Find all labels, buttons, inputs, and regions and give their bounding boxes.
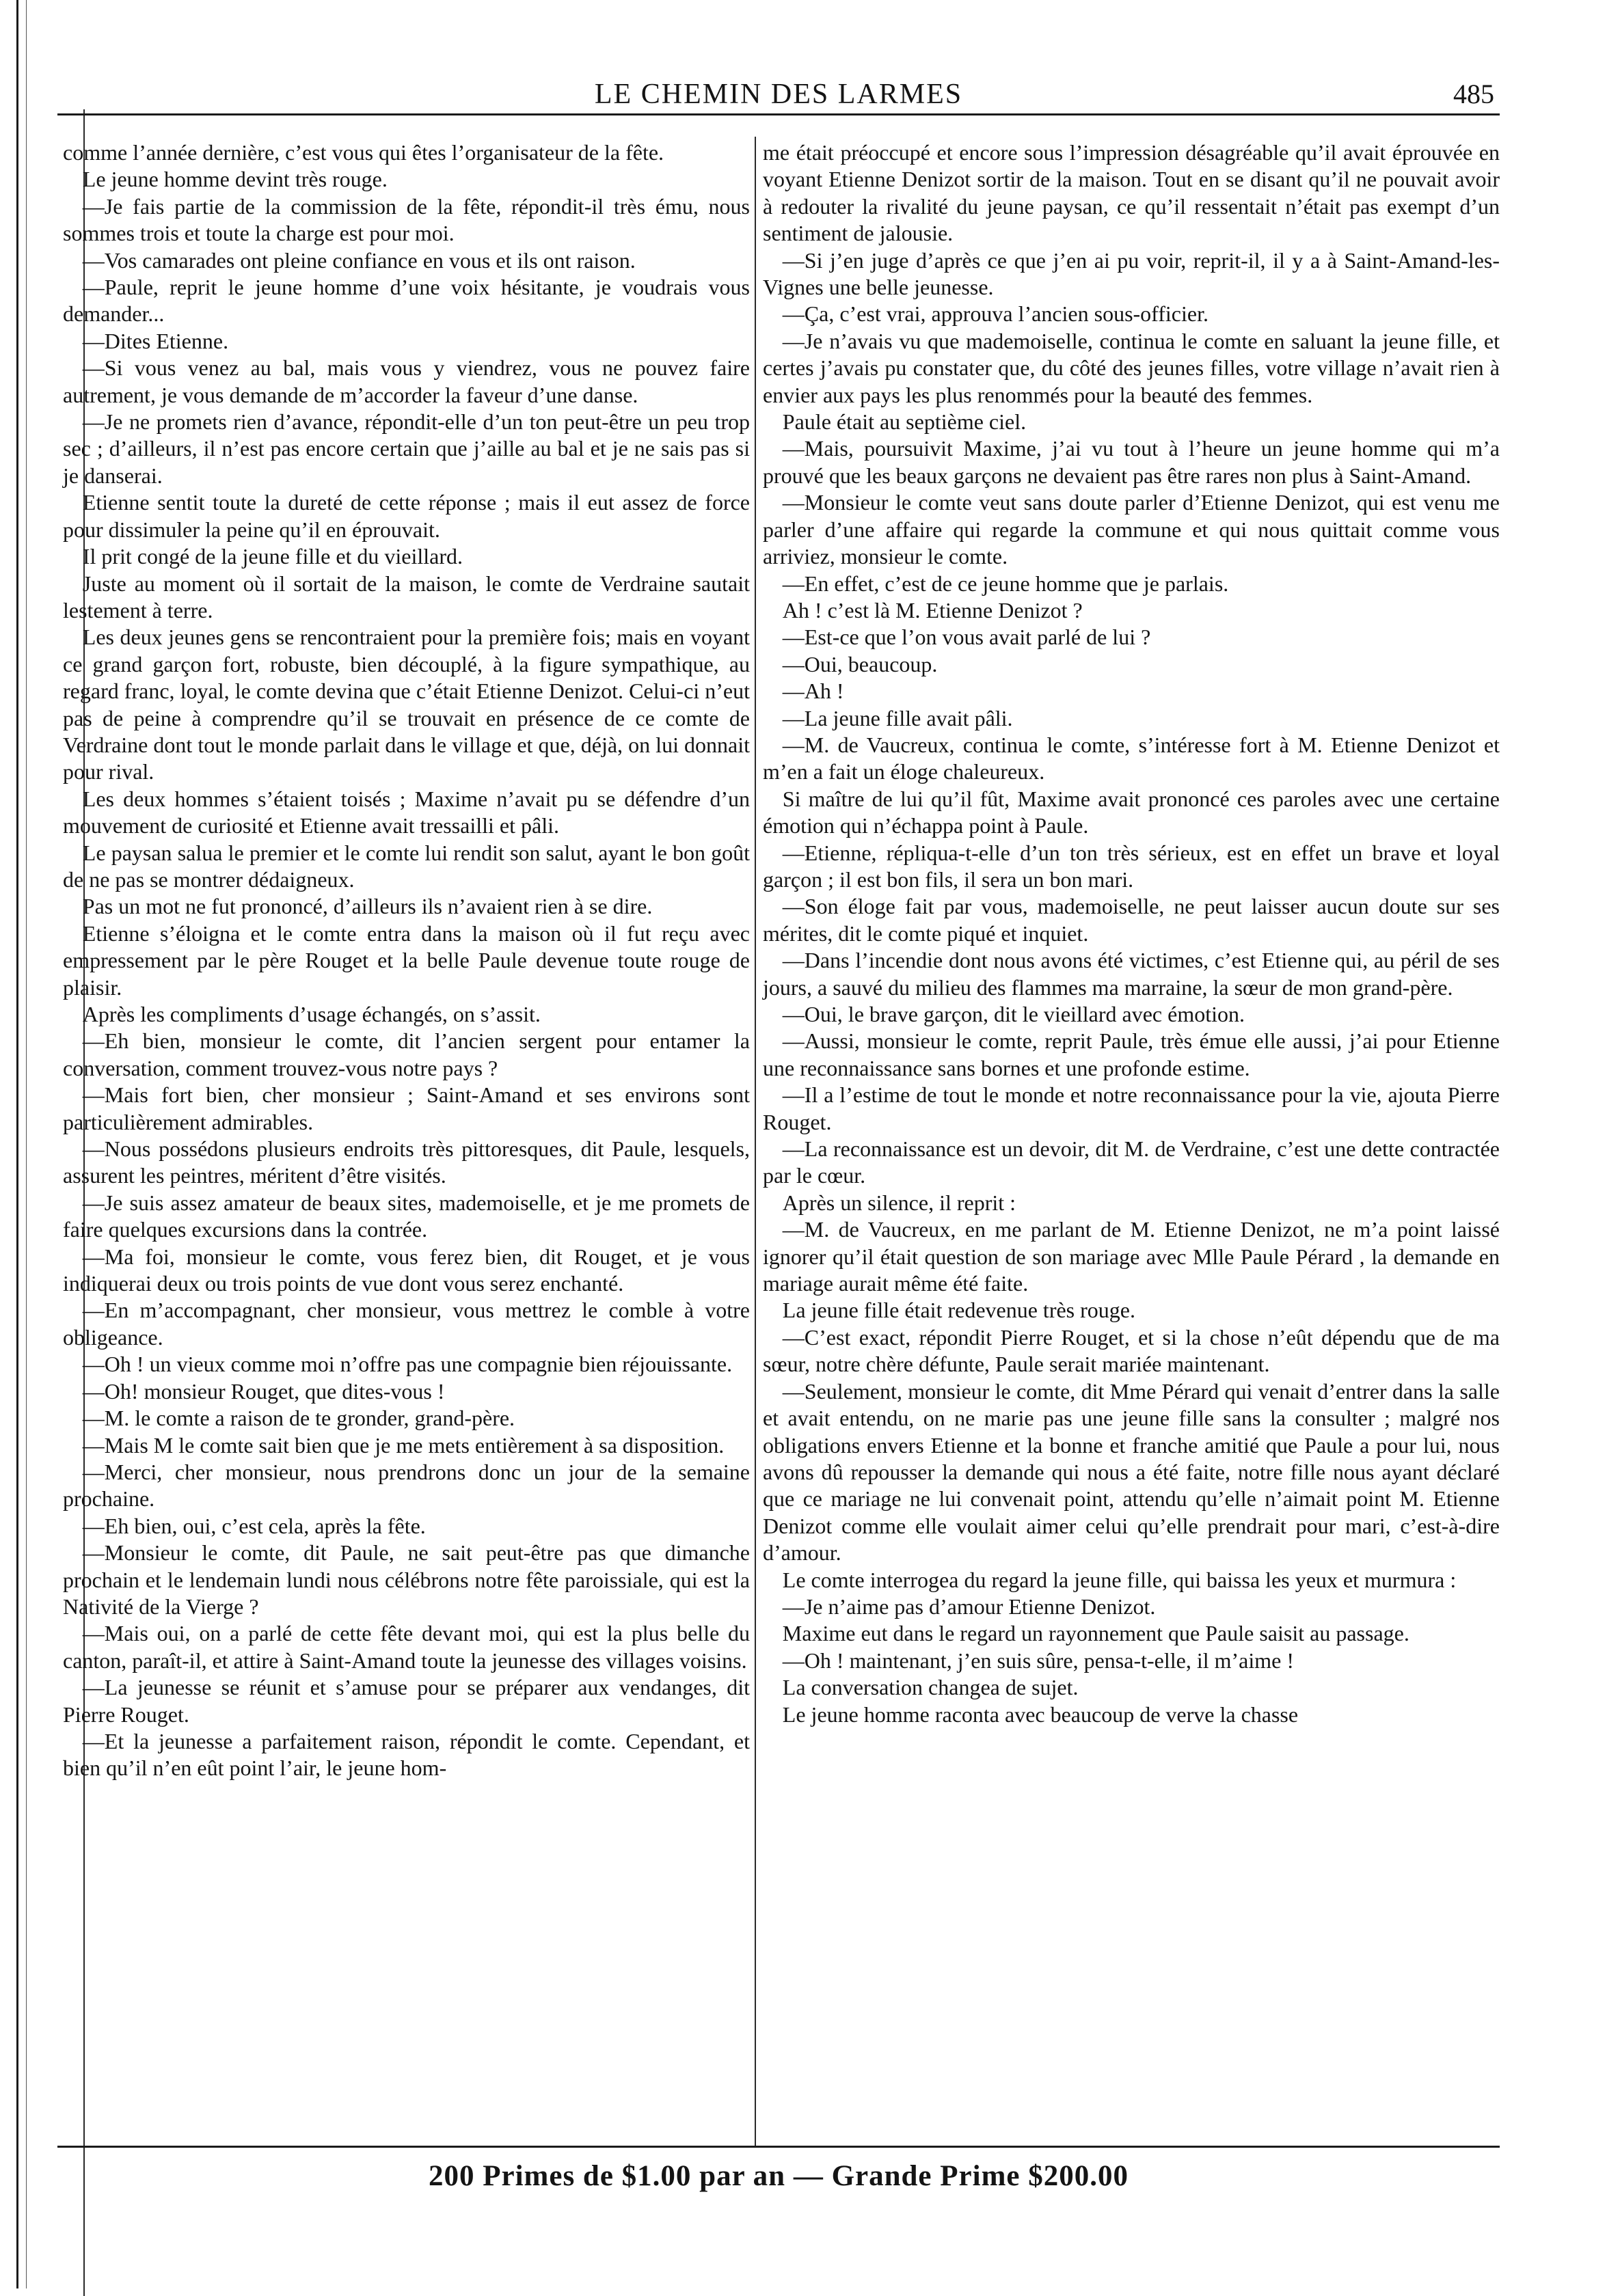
paragraph: Si maître de lui qu’il fût, Maxime avait prononcé ces paroles avec une certaine émotion qui n’échappa point à Paule. <box>763 786 1500 838</box>
paragraph: Il prit congé de la jeune fille et du vieillard. <box>82 544 463 569</box>
paragraph: —Est-ce que l’on vous avait parlé de lui ? <box>782 625 1151 650</box>
paragraph: —Ça, c’est vrai, approuva l’ancien sous-officier. <box>782 301 1209 327</box>
margin-rule-thin <box>26 0 27 2288</box>
paragraph: Paule était au septième ciel. <box>782 409 1027 435</box>
paragraph: Ah ! c’est là M. Etienne Denizot ? <box>782 597 1083 623</box>
paragraph: —En effet, c’est de ce jeune homme que je parlais. <box>782 571 1229 596</box>
paragraph: Après les compliments d’usage échangés, on s’assit. <box>82 1002 541 1026</box>
paragraph: Après un silence, il reprit : <box>782 1190 1016 1215</box>
paragraph: Le jeune homme raconta avec beaucoup de verve la chasse <box>782 1702 1299 1727</box>
paragraph: —Je suis assez amateur de beaux sites, mademoiselle, et je me promets de faire quelques excursions dans la contrée. <box>63 1190 750 1242</box>
paragraph: —Monsieur le comte veut sans doute parler d’Etienne Denizot, qui est venu me parler d’une affaire qui regarde la commune et qui nous quittait comme vous arriviez, monsieur le comte. <box>763 490 1500 569</box>
paragraph: La conversation changea de sujet. <box>782 1675 1079 1700</box>
paragraph: —M. de Vaucreux, continua le comte, s’intéresse fort à M. Etienne Denizot et m’en a fait un éloge chaleureux. <box>763 732 1500 784</box>
running-title: LE CHEMIN DES LARMES <box>594 79 963 110</box>
page-number: 485 <box>1453 79 1494 109</box>
paragraph: Juste au moment où il sortait de la maison, le comte de Verdraine sautait lestement à terre. <box>63 571 750 623</box>
footer-banner: 200 Primes de $1.00 par an — Grande Prime $200.00 <box>429 2160 1129 2192</box>
paragraph: —Oh ! maintenant, j’en suis sûre, pensa-t-elle, il m’aime ! <box>782 1648 1295 1673</box>
right-column <box>763 139 1500 1728</box>
paragraph: me était préoccupé et encore sous l’impression désagréable qu’il avait éprouvée en voyant Etienne Denizot sortir de la maison. Tout en se disant qu’il ne pouvait avoir à redouter la rivalité du jeune paysan, ce qu’il ressentait n’était pas exempt d’un sentiment de jalousie. <box>763 140 1500 246</box>
paragraph: —Merci, cher monsieur, nous prendrons donc un jour de la semaine prochaine. <box>63 1459 750 1512</box>
paragraph: —Mais oui, on a parlé de cette fête devant moi, qui est la plus belle du canton, paraît-il, et attire à Saint-Amand toute la jeunesse des villages voisins. <box>63 1621 750 1673</box>
paragraph: —Dites Etienne. <box>82 328 229 353</box>
paragraph: Les deux hommes s’étaient toisés ; Maxime n’avait pu se défendre d’un mouvement de curiosité et Etienne avait tressailli et pâli. <box>63 786 750 838</box>
margin-rule <box>16 0 18 2288</box>
paragraph: —La jeunesse se réunit et s’amuse pour se préparer aux vendanges, dit Pierre Rouget. <box>63 1675 750 1727</box>
left-column <box>63 139 750 1782</box>
paragraph: Etienne s’éloigna et le comte entra dans la maison où il fut reçu avec empressement par le père Rouget et la belle Paule devenue toute rouge de plaisir. <box>63 920 750 1000</box>
paragraph: —Je fais partie de la commission de la fête, répondit-il très ému, nous sommes trois et toute la charge est pour moi. <box>63 193 750 246</box>
paragraph: —Eh bien, oui, c’est cela, après la fête. <box>82 1513 426 1538</box>
paragraph: La jeune fille était redevenue très rouge. <box>782 1298 1135 1323</box>
paragraph: —C’est exact, répondit Pierre Rouget, et si la chose n’eût dépendu que de ma sœur, notre chère défunte, Paule serait mariée maintenant. <box>763 1324 1500 1377</box>
paragraph: Les deux jeunes gens se rencontraient pour la première fois; mais en voyant ce grand garçon fort, robuste, bien découplé, à la figure sympathique, au regard franc, loyal, le comte devina que c’était Etienne Denizot. Celui-ci n’eut pas de peine à comprendre qu’il se trouvait en présence de ce comte de Verdraine dont tout le monde parlait dans le village et que, déjà, on lui donnait pour rival. <box>63 625 750 784</box>
paragraph: —Si vous venez au bal, mais vous y viendrez, vous ne pouvez faire autrement, je vous demande de m’accorder la faveur d’une danse. <box>63 355 750 407</box>
paragraph: Etienne sentit toute la dureté de cette réponse ; mais il eut assez de force pour dissimuler la peine qu’il en éprouvait. <box>63 490 750 542</box>
paragraph: comme l’année dernière, c’est vous qui êtes l’organisateur de la fête. <box>63 140 664 165</box>
paragraph: —En m’accompagnant, cher monsieur, vous mettrez le comble à votre obligeance. <box>63 1298 750 1350</box>
paragraph: Maxime eut dans le regard un rayonnement que Paule saisit au passage. <box>782 1621 1409 1646</box>
paragraph: —Dans l’incendie dont nous avons été victimes, c’est Etienne qui, au péril de ses jours, a sauvé du milieu des flammes ma marraine, la sœur de mon grand-père. <box>763 948 1500 1000</box>
paragraph: —Aussi, monsieur le comte, reprit Paule, très émue elle aussi, j’ai pour Etienne une reconnaissance sans bornes et une profonde estime. <box>763 1028 1500 1080</box>
paragraph: Le comte interrogea du regard la jeune fille, qui baissa les yeux et murmura : <box>782 1567 1457 1592</box>
paragraph: —Nous possédons plusieurs endroits très pittoresques, dit Paule, lesquels, assurent les peintres, méritent d’être visités. <box>63 1136 750 1188</box>
paragraph: —M. de Vaucreux, en me parlant de M. Etienne Denizot, ne m’a point laissé ignorer qu’il était question de son mariage avec Mlle Paule Pérard , la demande en mariage aurait même été faite. <box>763 1217 1500 1296</box>
page-header <box>57 74 1500 115</box>
paragraph: —Vos camarades ont pleine confiance en vous et ils ont raison. <box>82 247 636 273</box>
paragraph: —Mais fort bien, cher monsieur ; Saint-Amand et ses environs sont particulièrement admirables. <box>63 1082 750 1134</box>
paragraph: —Il a l’estime de tout le monde et notre reconnaissance pour la vie, ajouta Pierre Rouget. <box>763 1082 1500 1134</box>
footer-rule <box>57 2146 1500 2148</box>
paragraph: —Si j’en juge d’après ce que j’en ai pu voir, reprit-il, il y a à Saint-Amand-les-Vignes une belle jeunesse. <box>763 247 1500 300</box>
paragraph: —Je n’aime pas d’amour Etienne Denizot. <box>782 1594 1156 1619</box>
header-rule <box>57 113 1500 115</box>
paragraph: —Ah ! <box>782 679 844 704</box>
paragraph: —Je n’avais vu que mademoiselle, continua le comte en saluant la jeune fille, et certes j’avais pu constater que, du côté des jeunes filles, votre village n’avait rien à envier aux pays les plus renommés pour la beauté des femmes. <box>763 328 1500 407</box>
paragraph: Pas un mot ne fut prononcé, d’ailleurs ils n’avaient rien à se dire. <box>82 894 653 919</box>
paragraph: —Paule, reprit le jeune homme d’une voix hésitante, je voudrais vous demander... <box>63 275 750 327</box>
paragraph: —Seulement, monsieur le comte, dit Mme Pérard qui venait d’entrer dans la salle et avait entendu, on ne marie pas une jeune fille sans la consulter ; malgré nos obligations envers Etienne et la bonne et franche amitié que Paule a pour lui, nous avons dû repousser la demande qui nous a été faite, notre fille nous ayant déclaré que ce mariage ne lui convenait point, attendu qu’elle n’aimait point M. Etienne Denizot comme elle voulait aimer celui qu’elle prendrait pour mari, c’est-à-dire d’amour. <box>763 1378 1500 1566</box>
column-divider <box>755 137 756 2146</box>
paragraph: —Eh bien, monsieur le comte, dit l’ancien sergent pour entamer la conversation, comment trouvez-vous notre pays ? <box>63 1028 750 1080</box>
paragraph: —Je ne promets rien d’avance, répondit-elle d’un ton peut-être un peu trop sec ; d’ailleurs, il n’est pas encore certain que j’aille au bal et je ne sais pas si je danserai. <box>63 409 750 488</box>
paragraph: —Oui, le brave garçon, dit le vieillard avec émotion. <box>782 1002 1245 1026</box>
paragraph: —Monsieur le comte, dit Paule, ne sait peut-être pas que dimanche prochain et le lendemain lundi nous célébrons notre fête paroissiale, qui est la Nativité de la Vierge ? <box>63 1540 750 1619</box>
paragraph: —La reconnaissance est un devoir, dit M. de Verdraine, c’est une dette contractée par le cœur. <box>763 1136 1500 1188</box>
paragraph: —Mais, poursuivit Maxime, j’ai vu tout à l’heure un jeune homme qui m’a prouvé que les beaux garçons ne devaient pas être rares non plus à Saint-Amand. <box>763 436 1500 488</box>
paragraph: —Et la jeunesse a parfaitement raison, répondit le comte. Cependant, et bien qu’il n’en eût point l’air, le jeune hom- <box>63 1728 750 1781</box>
paragraph: —Oh! monsieur Rouget, que dites-vous ! <box>82 1378 445 1404</box>
paragraph: Le paysan salua le premier et le comte lui rendit son salut, ayant le bon goût de ne pas se montrer dédaigneux. <box>63 840 750 892</box>
paragraph: —Oh ! un vieux comme moi n’offre pas une compagnie bien réjouissante. <box>82 1352 733 1377</box>
paragraph: —Ma foi, monsieur le comte, vous ferez bien, dit Rouget, et je vous indiquerai deux ou trois points de vue dont vous serez enchanté. <box>63 1244 750 1296</box>
paragraph: —Son éloge fait par vous, mademoiselle, ne peut laisser aucun doute sur ses mérites, dit le comte piqué et inquiet. <box>763 894 1500 946</box>
paragraph: —Oui, beaucoup. <box>782 651 938 676</box>
paragraph: —Etienne, répliqua-t-elle d’un ton très sérieux, est en effet un brave et loyal garçon ; il est bon fils, il sera un bon mari. <box>763 840 1500 892</box>
paragraph: —Mais M le comte sait bien que je me mets entièrement à sa disposition. <box>82 1432 725 1458</box>
paragraph: —La jeune fille avait pâli. <box>782 705 1013 730</box>
paragraph: Le jeune homme devint très rouge. <box>82 167 388 192</box>
paragraph: —M. le comte a raison de te gronder, grand-père. <box>82 1406 515 1431</box>
